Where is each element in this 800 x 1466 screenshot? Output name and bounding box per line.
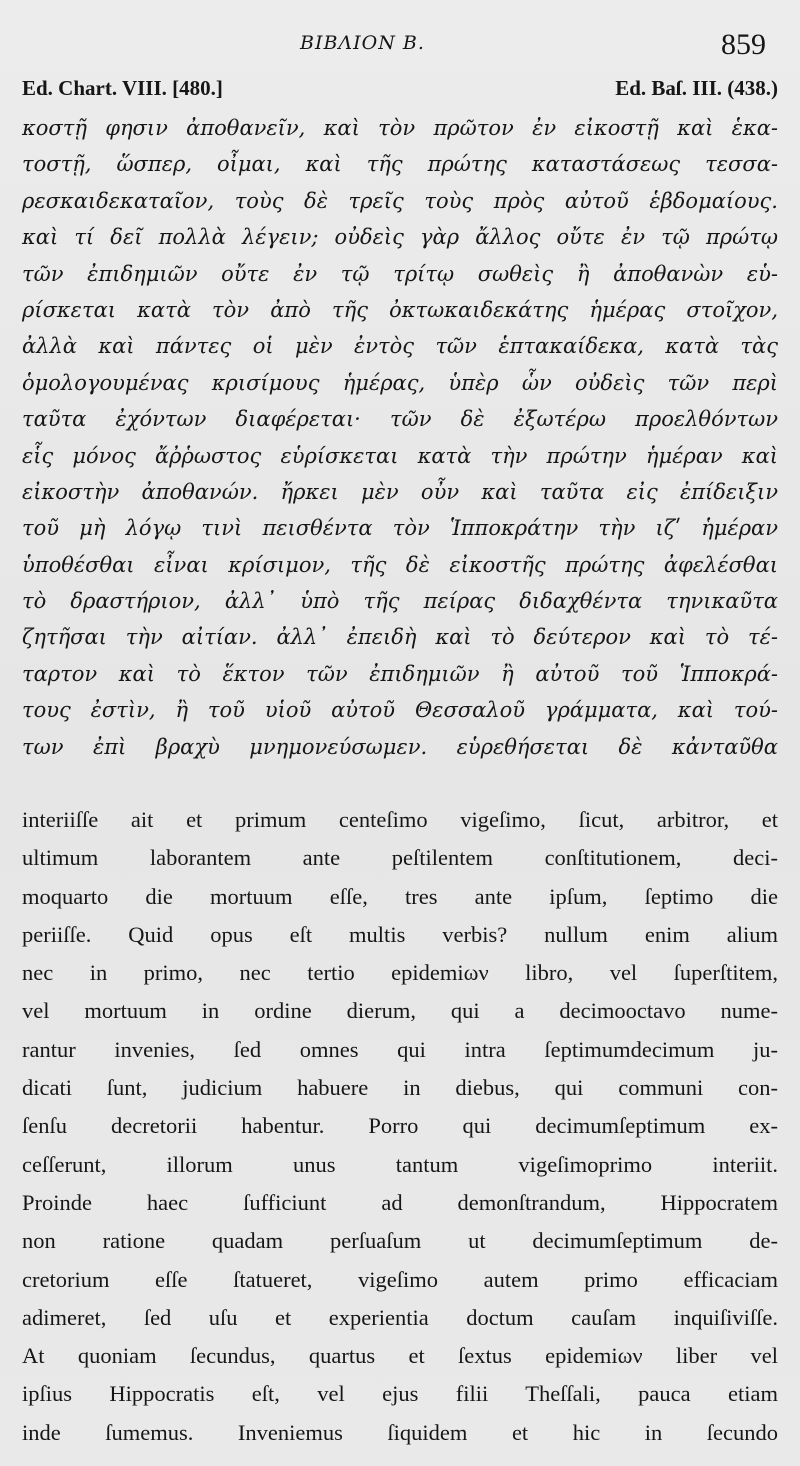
latin-text-line: cretorium eſſe ſtatueret, vigeſimo autem primo efficaciam	[22, 1266, 778, 1292]
latin-text-line: vel mortuum in ordine dierum, qui a decimooctavo nume-	[22, 998, 778, 1024]
greek-text-line: ταρτον καὶ τὸ ἕκτον τῶν ἐπιδημιῶν ἢ αὐτοῦ τοῦ Ἱπποκρά-	[22, 661, 778, 686]
greek-text-block	[22, 110, 778, 765]
latin-text-line: ſenſu decretorii habentur. Porro qui decimumſeptimum ex-	[22, 1113, 778, 1139]
latin-text-line: rantur invenies, ſed omnes qui intra ſeptimumdecimum ju-	[22, 1036, 778, 1062]
greek-text-line: τὸ δραστήριον, ἀλλ᾽ ὑπὸ τῆς πείρας διδαχθέντα τηνικαῦτα	[22, 589, 778, 614]
latin-text-line: ultimum laborantem ante peſtilentem conſtitutionem, deci-	[22, 845, 778, 871]
greek-text-line: ἀλλὰ καὶ πάντες οἱ μὲν ἐντὸς τῶν ἑπτακαίδεκα, κατὰ τὰς	[22, 334, 778, 359]
latin-text-line: At quoniam ſecundus, quartus et ſextus epidemiων liber vel	[22, 1343, 778, 1369]
latin-text-line: adimeret, ſed uſu et experientia doctum cauſam inquiſiviſſe.	[22, 1304, 778, 1330]
latin-text-line: non ratione quadam perſuaſum ut decimumſeptimum de-	[22, 1228, 778, 1254]
running-head	[0, 28, 800, 64]
latin-text-line: ceſſerunt, illorum unus tantum vigeſimoprimo interiit.	[22, 1151, 778, 1177]
greek-text-line: ταῦτα ἐχόντων διαφέρεται· τῶν δὲ ἐξωτέρω προελθόντων	[22, 407, 778, 432]
greek-text-line: ὁμολογουμένας κρισίμους ἡμέρας, ὑπὲρ ὧν οὐδεὶς τῶν περὶ	[22, 370, 778, 395]
latin-text-line: Proinde haec ſufficiunt ad demonſtrandum, Hippocratem	[22, 1189, 778, 1215]
latin-text-line: inde ſumemus. Inveniemus ſiquidem et hic in ſecundo	[22, 1419, 778, 1445]
greek-text-line: καὶ τί δεῖ πολλὰ λέγειν; οὐδεὶς γὰρ ἄλλος οὔτε ἐν τῷ πρώτῳ	[22, 225, 778, 250]
greek-text-line: ζητῆσαι τὴν αἰτίαν. ἀλλ᾽ ἐπειδὴ καὶ τὸ δεύτερον καὶ τὸ τέ-	[22, 625, 778, 650]
latin-text-line: interiiſſe ait et primum centeſimo vigeſimo, ſicut, arbitror, et	[22, 807, 778, 832]
greek-text-line: τοστῇ, ὥσπερ, οἶμαι, καὶ τῆς πρώτης καταστάσεως τεσσα-	[22, 152, 778, 177]
page-number: 859	[721, 28, 766, 61]
book-title: BIBΛΙΟΝ B.	[300, 32, 425, 54]
latin-text-line: moquarto die mortuum eſſe, tres ante ipſum, ſeptimo die	[22, 883, 778, 909]
greek-text-line: ρίσκεται κατὰ τὸν ἀπὸ τῆς ὀκτωκαιδεκάτης ἡμέρας στοῖχον,	[22, 297, 778, 322]
greek-text-line: εἷς μόνος ἄῤῥωστος εὑρίσκεται κατὰ τὴν πρώτην ἡμέραν καὶ	[22, 443, 778, 468]
latin-text-block	[22, 801, 778, 1452]
greek-text-line: τῶν ἐπιδημιῶν οὔτε ἐν τῷ τρίτῳ σωθεὶς ἢ ἀποθανὼν εὑ-	[22, 261, 778, 286]
edition-reference-line	[22, 76, 778, 106]
greek-text-line: των ἐπὶ βραχὺ μνημονεύσωμεν. εὑρεθήσεται δὲ κἀνταῦθα	[22, 734, 778, 759]
latin-text-line: nec in primo, nec tertio epidemiων libro, vel ſuperſtitem,	[22, 960, 778, 986]
greek-text-line: εἰκοστὴν ἀποθανών. ἤρκει μὲν οὖν καὶ ταῦτα εἰς ἐπίδειξιν	[22, 479, 778, 504]
edition-basel-reference: Ed. Baſ. III. (438.)	[615, 76, 778, 100]
greek-text-line: ρεσκαιδεκαταῖον, τοὺς δὲ τρεῖς τοὺς πρὸς αὐτοῦ ἑβδομαίους.	[22, 188, 778, 213]
greek-text-line: τους ἐστὶν, ἢ τοῦ υἱοῦ αὐτοῦ Θεσσαλοῦ γράμματα, καὶ τού-	[22, 698, 778, 723]
latin-text-line: ipſius Hippocratis eſt, vel ejus filii Theſſali, pauca etiam	[22, 1381, 778, 1407]
greek-text-line: ὑποθέσθαι εἶναι κρίσιμον, τῆς δὲ εἰκοστῆς πρώτης ἀφελέσθαι	[22, 552, 778, 577]
greek-text-line: κοστῇ φησιν ἀποθανεῖν, καὶ τὸν πρῶτον ἐν εἰκοστῇ καὶ ἑκα-	[22, 116, 778, 140]
greek-text-line: τοῦ μὴ λόγῳ τινὶ πεισθέντα τὸν Ἱπποκράτην τὴν ιζʹ ἡμέραν	[22, 516, 778, 541]
edition-chartier-reference: Ed. Chart. VIII. [480.]	[22, 76, 223, 100]
latin-text-line: dicati ſunt, judicium habuere in diebus, qui communi con-	[22, 1075, 778, 1101]
latin-text-line: periiſſe. Quid opus eſt multis verbis? nullum enim alium	[22, 921, 778, 947]
